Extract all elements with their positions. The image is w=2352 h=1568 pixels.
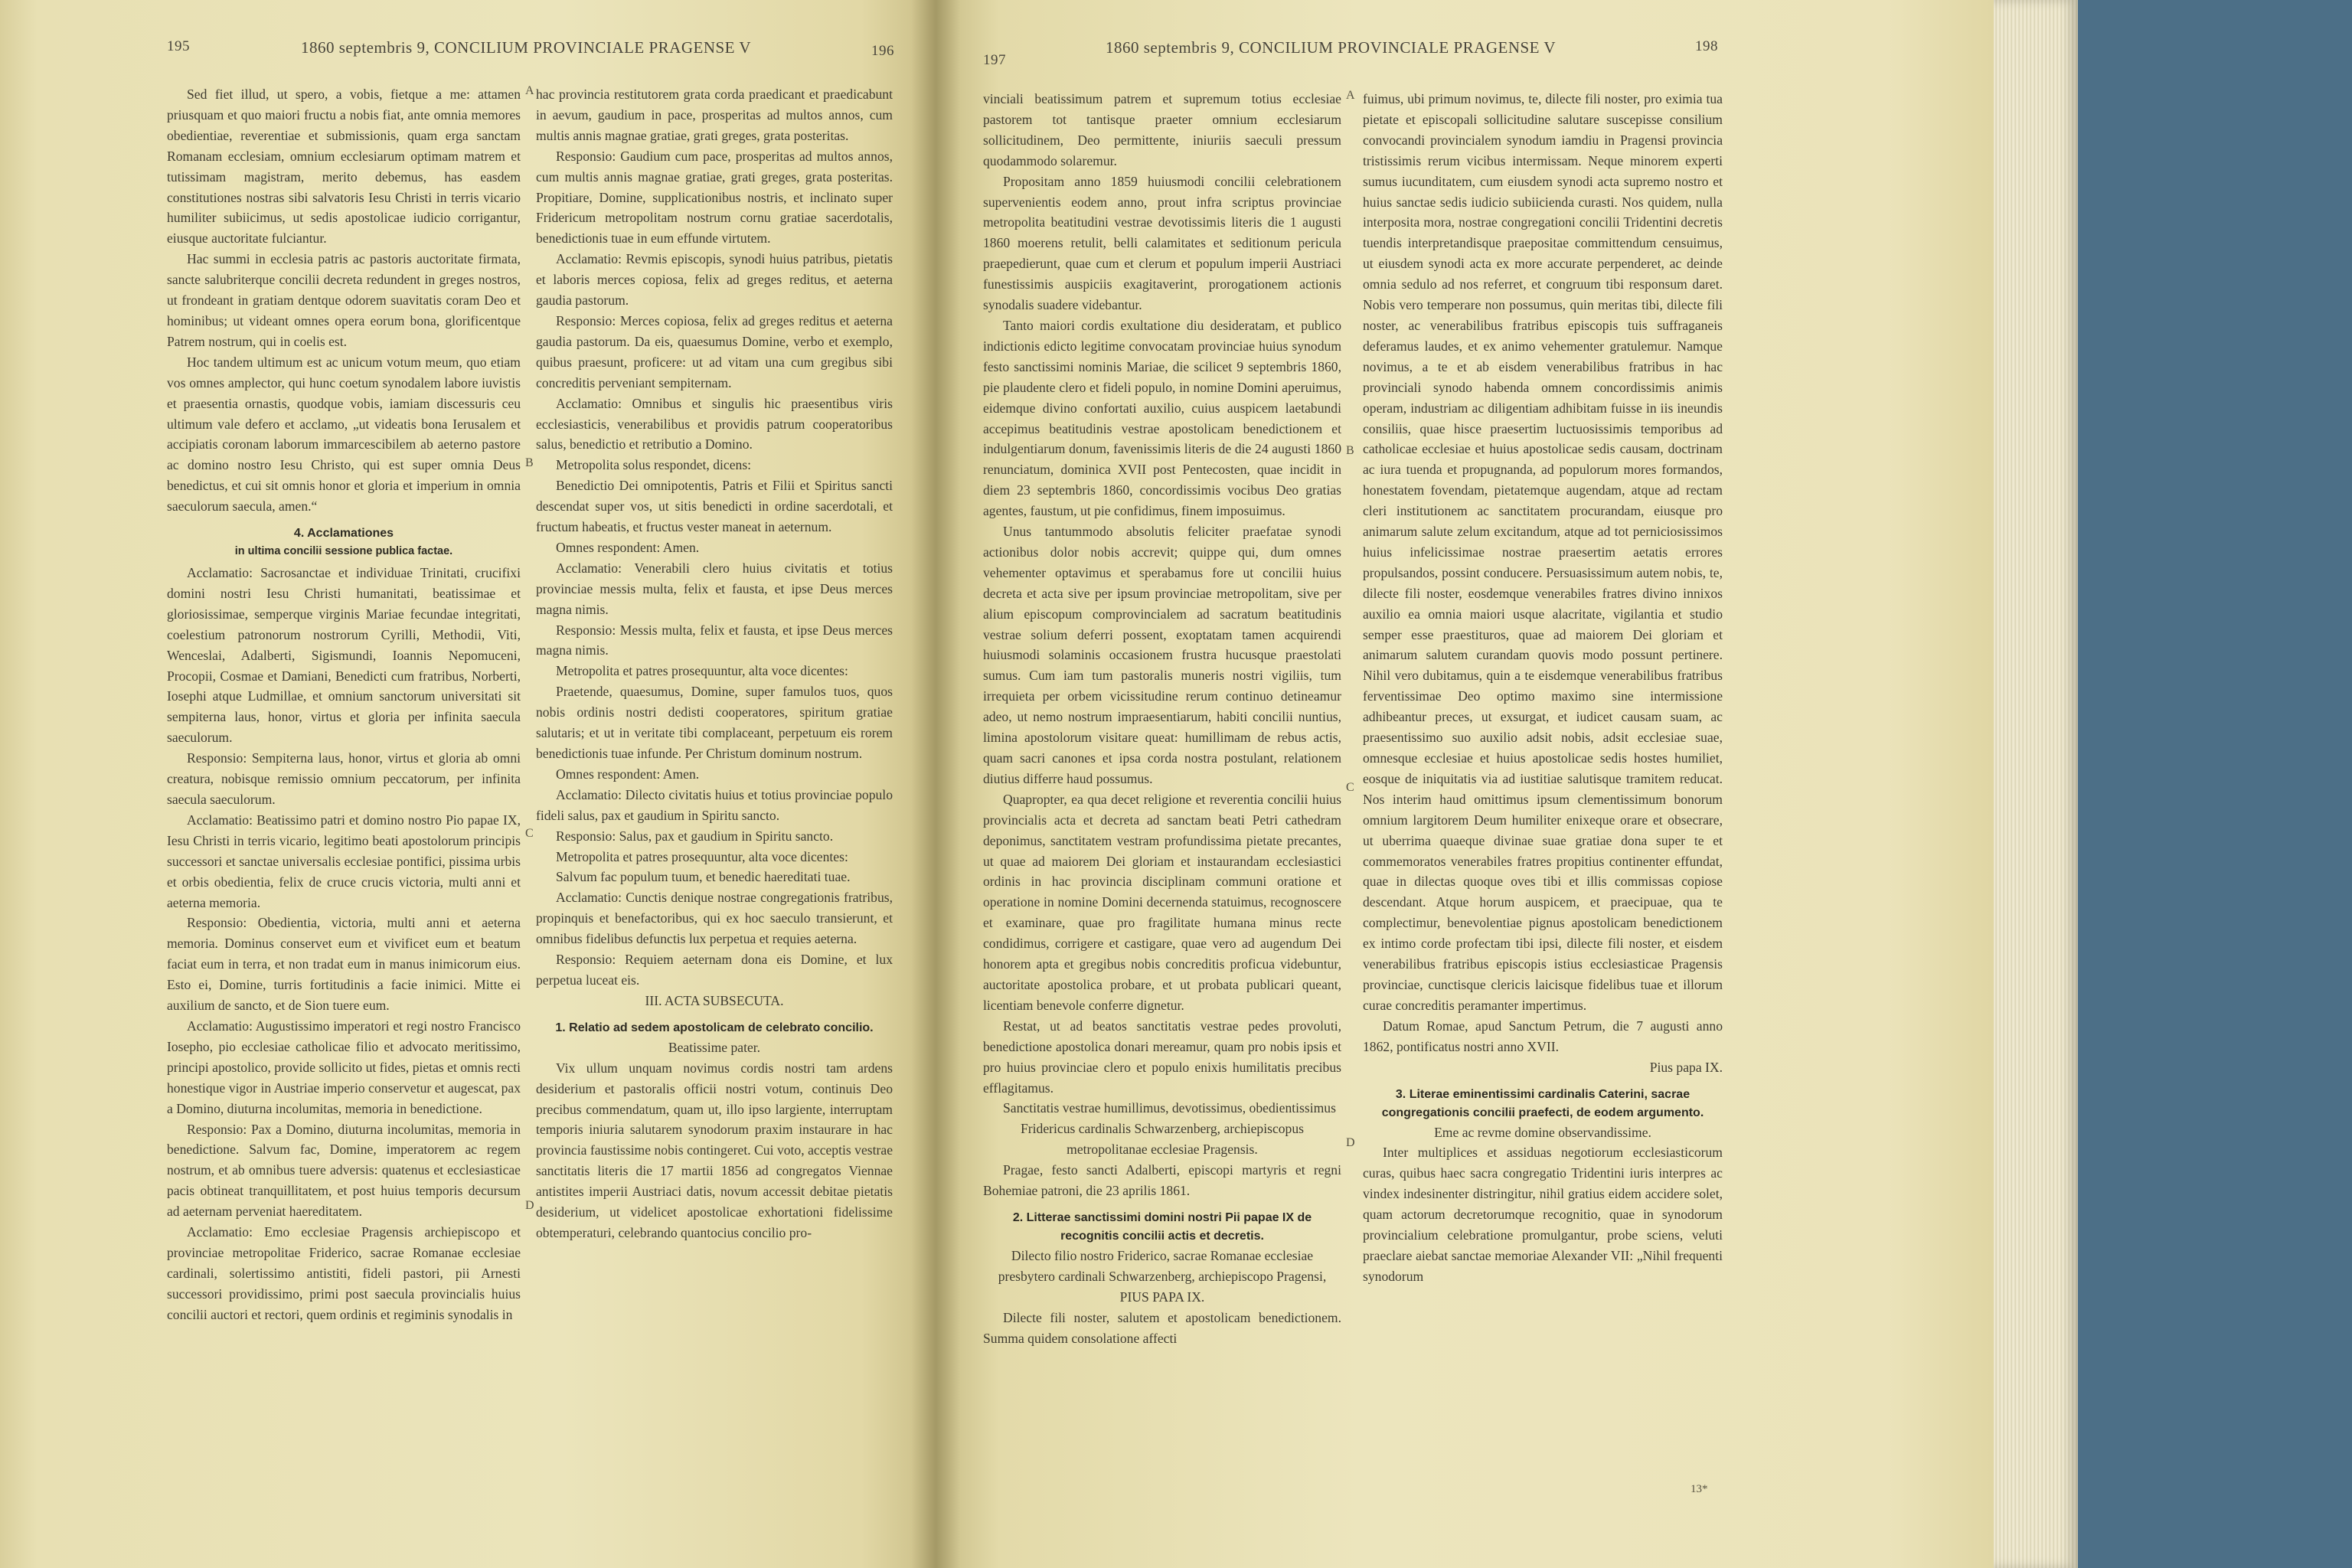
background-surface bbox=[2078, 0, 2352, 1568]
running-title: 1860 septembris 9, CONCILIUM PROVINCIALE PRAGENSE V bbox=[1106, 38, 1557, 57]
section-title: 1. Relatio ad sedem apostolicam de celebrato concilio. bbox=[555, 1021, 874, 1034]
paragraph: Metropolita et patres prosequuntur, alta voce dicentes: bbox=[556, 848, 848, 864]
right-page-header bbox=[983, 38, 1718, 68]
margin-letter: B bbox=[1346, 444, 1354, 457]
paragraph: Quapropter, ea qua decet religione et reverentia concilii huius provincialis acta et decreta ad sanctam beati Petri cathedram deponimus, sanctitatem vestram profundissima pietate precantes, ut quae ad maiorem Dei gloriam et instaurandam ecclesiastici ordinis in hac provincia disciplinam communi oratione et operatione in nomine Domini decernenda statuimus, recognoscere et examinare, quae pro fragilitate humana minus recte condidimus, corrigere et castigare, quae vero ad augendum Dei honorem apta et gregibus nobis concreditis proficua videbuntur, auctoritate apostolica probare, et ut probata publicari queant, licentiam benevole conferre dignetur. bbox=[983, 791, 1341, 1013]
paragraph: Hoc tandem ultimum est ac unicum votum meum, quo etiam vos omnes amplector, qui hunc coetum synodalem labore iuvistis et praesentia ornastis, quodque vobis, iamiam discessuris ceu ultimum vale defero et acclamo, „ut videatis bona Ierusalem et accipiatis coronam laborum immarcescibilem ab aeterno pastore ac domino nostro Iesu Christo, qui est super omnia Deus benedictus, et cui sit omnis honor et gloria et imperium in omnia saeculorum saecula, amen.“ bbox=[167, 354, 521, 514]
centered-line: Beatissime pater. bbox=[668, 1039, 761, 1055]
centered-line: Fridericus cardinalis Schwarzenberg, archiepiscopus metropolitanae ecclesiae Pragensis. bbox=[1021, 1121, 1304, 1158]
paragraph: Responsio: Sempiterna laus, honor, virtus et gloria ab omni creatura, nobisque remissio omnium peccatorum, per infinita saecula saeculorum. bbox=[167, 750, 521, 807]
paragraph: Acclamatio: Cunctis denique nostrae congregationis fratribus, propinquis et benefactoribus, qui ex hoc saeculo transierunt, et omnibus fidelibus defunctis lux perpetua et requies aeterna. bbox=[536, 890, 893, 947]
paragraph: Responsio: Merces copiosa, felix ad greges reditus et aeterna gaudia pastorum. Da eis, quaesumus Domine, verbo et exemplo, quibus praesunt, proficere: ut ad vitam una cum gregibus sibi concreditis perveniant sempiternam. bbox=[536, 312, 893, 390]
margin-letter: B bbox=[525, 456, 534, 469]
book-gutter bbox=[911, 0, 960, 1568]
paragraph: Unus tantummodo absolutis feliciter praefatae synodi actionibus dolor nobis accrevit; quippe qui, dum omnes vehementer optavimus et sperabamus fore ut concilii huius decreta et acta sive per ipsum provinciae metropolitam, sive per alium episcopum comprovincialem ad sacratum beatitudinis vestrae solium deferri possent, exoptatam tamen acquirendi huiusmodi solaminis occasionem frustra hucusque praestolati sumus. Cum iam tum pastoralis muneris nostri vigiliis, tum irrequieta per orbem vicissitudine rerum continuo detineamur adeo, ut nemo nostrum impraesentiarum, habiti concilii nuntius, limina apostolorum visitare queat: humillimam de rebus actis, quam sacri canones et ipsa corda nostra postulant, relationem diutius differre haud possumus. bbox=[983, 524, 1341, 786]
section-title: 2. Litterae sanctissimi domini nostri Pii papae IX de recognitis concilii actis et decretis. bbox=[1012, 1210, 1312, 1243]
paragraph: Responsio: Obedientia, victoria, multi anni et aeterna memoria. Dominus conservet eum et vivificet eum et beatum faciat eum in terra, et non tradat eum in manus inimicorum eius. Esto ei, Domine, turris fortitudinis a facie inimici. Mitte ei auxilium de sancto, et de Sion tuere eum. bbox=[167, 915, 521, 1014]
paragraph: Praetende, quaesumus, Domine, super famulos tuos, quos nobis ordinis nostri dedisti cooperatores, spiritum gratiae salutaris; et ut in veritate tibi complaceant, perpetuum eis rorem benedictionis tuae infunde. Per Christum dominum nostrum. bbox=[536, 684, 893, 761]
paragraph: Restat, ut ad beatos sanctitatis vestrae pedes provoluti, benedictione apostolica donari mereamur, quam pro nobis ipsis et pro huius provinciae clero et populo enixis humilitatis precibus efflagitamus. bbox=[983, 1018, 1341, 1096]
paragraph: Benedictio Dei omnipotentis, Patris et Filii et Spiritus sancti descendat super vos, ut sitis benedicti in ordine sacerdotali, et fructum habeatis, et fructus vester maneat in aeternum. bbox=[536, 478, 893, 535]
paragraph: Acclamatio: Sacrosanctae et individuae Trinitati, crucifixi domini nostri Iesu Christi humanitati, beatissimae et gloriosissimae, semperque virginis Mariae fecundae integritati, coelestium patronorum nostrorum Cyrilli, Methodii, Viti, Wenceslai, Adalberti, Sigismundi, Ioannis Nepomuceni, Procopii, Cosmae et Damiani, Benedicti cum fratribus, Norberti, Iosephi atque Ludmillae, et omnium sanctorum universitati sit sempiterna laus, honor, virtus et gloria per infinita saecula saeculorum. bbox=[167, 565, 521, 746]
left-page-header bbox=[167, 38, 894, 63]
paragraph: hac provincia restitutorem grata corda praedicant et praedicabunt in aevum, gaudium in pace, prosperitas ad multos annos, cum multis annis magnae gratiae, grati greges, grata posteritas. bbox=[536, 87, 893, 143]
paragraph: vinciali beatissimum patrem et supremum totius ecclesiae pastorem tot tantisque praeter omnium ecclesiarum sollicitudinem, Deo permittente, iniuriis saeculi pressum quodammodo solaremur. bbox=[983, 91, 1341, 168]
page-edges bbox=[1994, 0, 2078, 1568]
paragraph: Inter multiplices et assiduas negotiorum ecclesiasticorum curas, quibus haec sacra congregatio Tridentini iuris interpres ac vindex indesinenter distringitur, nihil gratius eidem accidere solet, quam actorum decretorumque recognitio, quae in synodorum provincialium celebratione promulgantur, probe sciens, veluti praeclare aiebat sanctae memoriae Alexander VII: „Nihil frequenti synodorum bbox=[1363, 1145, 1723, 1284]
paragraph: Acclamatio: Augustissimo imperatori et regi nostro Francisco Iosepho, pio ecclesiae catholicae filio et advocato meritissimo, principi apostolico, provide sollicito ut fides, pietas et omnis recti honestique vigor in Austriae imperio conservetur et augescat, pax a Domino, diuturna incolumitas, memoria in benedictione. bbox=[167, 1018, 521, 1116]
paragraph: Acclamatio: Omnibus et singulis hic praesentibus viris ecclesiasticis, venerabilibus et providis patrum cooperatoribus salus, benedictio et retributio a Domino. bbox=[536, 395, 893, 452]
paragraph: Dilecte fili noster, salutem et apostolicam benedictionem. Summa quidem consolatione affecti bbox=[983, 1309, 1341, 1346]
paragraph: Responsio: Gaudium cum pace, prosperitas ad multos annos, cum multis annis magnae gratiae, grati greges, grata posteritas. Propitiare, Domine, supplicationibus nostris, et inclinato super Fridericum metropolitam nostrum cornu gratiae sacerdotalis, benedictionis tuae in eum effunde virtutem. bbox=[536, 148, 893, 247]
paragraph: Pragae, festo sancti Adalberti, episcopi martyris et regni Bohemiae patroni, die 23 aprilis 1861. bbox=[983, 1162, 1341, 1199]
paragraph: fuimus, ubi primum novimus, te, dilecte fili noster, pro eximia tua pietate et episcopali sollicitudine salutare suscepisse consilium convocandi provincialem synodum iamdiu in Pragensi provincia tristissimis rerum vicibus intermissam. Neque minorem experti sumus iucunditatem, cum eiusdem synodi acta supremo nostro et huius sanctae sedis iudicio subiicienda curasti. Nos quidem, nulla interposita mora, nostrae congregationi concilii Tridentini decretis tuendis interpretandisque praepositae committendum censuimus, ut eiusdem synodi acta ex more accurate perpenderet, ac deinde omnia sedulo ad nos referret, et congruum tibi responsum daret. Nobis vero temperare non possumus, quin meritas tibi, dilecte fili noster, ac venerabilibus fratribus episcopis tuis suffraganeis deferamus laudes, et ex animo vehementer gratulemur. Namque novimus, a te et ab eisdem venerabilibus fratribus in hac provinciali synodo habenda omnem concordissimis animis operam, industriam ac diligentiam adhibitam fuisse in iis ineundis consiliis, quae hisce praesertim luctuosissimis temporibus ad catholicae ecclesiae et huius apostolicae sedis causam, doctrinam ac iura tuenda et propugnanda, ad populorum mores formandos, honestatem fovendam, pietatemque augendam, atque ad rectam cleri institutionem ac sanctitatem procurandam, eiusque pro animarum salute zelum excitandum, atque ad tot perniciosissimos huius infelicissimae nostrae praesertim aetatis errores propulsandos, possint conducere. Persuasissimum autem nobis, te, dilecte fili noster, eosdemque venerabiles fratres divino innixos auxilio ea omnia maiori usque alacritate, vigilantia et studio semper esse praestituros, quae ad maiorem Dei gloriam et animarum salutem curandam quovis modo possunt pertinere. Nihil vero dubitamus, quin a te eisdemque venerabilibus fratribus ferventissimae Deo optimo maximo sine intermissione adhibeantur preces, ut exsurgat, et iudicet causam suam, ac praesentissimo suo auxilio adsit nobis, adsit ecclesiae suae, omnesque ecclesiae et huius apostolicae sedis hostes humiliet, eosque de iniquitatis via ad iustitiae salutisque tramitem reducat. Nos interim haud omittimus ipsum clementissimum bonorum omnium largitorem Deum humiliter enixeque orare et obsecrare, ut uberrima quaeque divinae suae gratiae dona super te et commemoratos venerabiles fratres propitius continenter effundat, quae in dilectas quoque oves tibi et illis commissas copiose descendant. Atque horum auspicem, et praecipuae, qua te complectimur, benevolentiae pignus apostolicam benedictionem ex intimo corde profectam tibi ipsi, dilecte fili noster, et eisdem venerabilibus fratribus episcopis istius ecclesiasticae Pragensis provinciae, cunctisque clericis laicisque fidelibus tuae et illorum curae concreditis peramanter impertimus. bbox=[1363, 91, 1723, 1013]
paragraph: Hac summi in ecclesia patris ac pastoris auctoritate firmata, sancte salubriterque concilii decreta redundent in greges nostros, ut frondeant in gratiam dentque odorem suavitatis coram Deo et hominibus; ut videant omnes opera eorum bona, glorificentque Patrem nostrum, qui in coelis est. bbox=[167, 251, 521, 349]
paragraph: Vix ullum unquam novimus cordis nostri tam ardens desiderium et pastoralis officii nostri votum, continuis Deo precibus commendatum, quam ut, illo ipso largiente, interruptam temporis iniuria salutarem synodorum praxim instaurare in hac provincia faustissime nobis contingeret. Cui voto, acceptis vestrae sanctitatis literis die 17 martii 1856 ad congregatos Viennae antistites imperii Austriaci datis, novum accessit debitae pietatis desiderium, ut videlicet apostolicae exhortationi fidelissime obtemperaturi, celebrando quantocius concilio pro- bbox=[536, 1060, 893, 1240]
paragraph: Responsio: Requiem aeternam dona eis Domine, et lux perpetua luceat eis. bbox=[536, 952, 893, 988]
left-page-column-1 bbox=[167, 84, 521, 1325]
page-number: 198 bbox=[1695, 38, 1718, 54]
centered-line: PIUS PAPA IX. bbox=[1119, 1289, 1205, 1305]
centered-line: Eme ac revme domine observandissime. bbox=[1434, 1124, 1651, 1140]
margin-letter: D bbox=[1346, 1136, 1355, 1149]
paragraph: Responsio: Messis multa, felix et fausta, et ipse Deus merces magna nimis. bbox=[536, 622, 893, 658]
paragraph: Sanctitatis vestrae humillimus, devotissimus, obedientissimus bbox=[1003, 1100, 1336, 1116]
paragraph: Sed fiet illud, ut spero, a vobis, fietque a me: attamen priusquam et quo maiori fructu a nobis fiat, ante omnia memores obedientiae, reverentiae et submissionis, quam erga sanctam Romanam ecclesiam, omnium ecclesiarum optimam matrem et tutissimam magistram, merito debemus, has easdem constitutiones nostras sibi salvatoris Iesu Christi in terris vicario humiliter subiicimus, ut sedis apostolicae iudicio corrigantur, eiusque auctoritate fulciantur. bbox=[167, 87, 521, 247]
right-page-column-1 bbox=[983, 89, 1341, 1348]
paragraph: Metropolita et patres prosequuntur, alta voce dicentes: bbox=[556, 663, 848, 679]
page-number: 196 bbox=[871, 43, 894, 59]
left-page-column-2 bbox=[536, 84, 893, 1243]
paragraph: Datum Romae, apud Sanctum Petrum, die 7 augusti anno 1862, pontificatus nostri anno XVII. bbox=[1363, 1018, 1723, 1054]
signature-line: Pius papa IX. bbox=[1649, 1059, 1723, 1075]
centered-line: III. ACTA SUBSECUTA. bbox=[645, 992, 784, 1008]
section-title: 3. Literae eminentissimi cardinalis Caterini, sacrae congregationis concilii praefecti, de eodem argumento. bbox=[1381, 1087, 1704, 1119]
paragraph: Metropolita solus respondet, dicens: bbox=[556, 457, 752, 473]
margin-letter: A bbox=[525, 84, 534, 97]
paragraph: Omnes respondent: Amen. bbox=[556, 539, 700, 555]
paragraph: Tanto maiori cordis exultatione diu desideratam, et publico indictionis edicto legitime convocatam provinciae huius synodum festo sanctissimi nominis Mariae, die scilicet 9 septembris 1860, pie plaudente clero et fideli populo, in nomine Domini aperuimus, eidemque divino confortati auxilio, cuius auspicem laetabundi accepimus beatitudinis vestrae apostolicam benedictionem et indulgentiarum donum, favenissimis literis de die 24 augusti 1860 renunciatum, dominica XVII post Pentecosten, quae incidit in diem 23 septembris 1860, concordissimis vocibus Deo gratias agentes, faustum, ut pie confidimus, finem imposuimus. bbox=[983, 317, 1341, 519]
paragraph: Omnes respondent: Amen. bbox=[556, 766, 700, 782]
page-number: 195 bbox=[167, 38, 190, 54]
paragraph: Acclamatio: Dilecto civitatis huius et totius provinciae populo fideli salus, pax et gaudium in Spiritu sancto. bbox=[536, 786, 893, 823]
paragraph: Acclamatio: Revmis episcopis, synodi huius patribus, pietatis et laboris merces copiosa, felix ad greges reditus, et aeterna gaudia pastorum. bbox=[536, 251, 893, 309]
paragraph: Acclamatio: Beatissimo patri et domino nostro Pio papae IX, Iesu Christi in terris vicario, legitimo beati apostolorum principis successori et sanctae universalis ecclesiae pontifici, pissima urbis et orbis obedientia, felix de cruce crucis victoria, multi anni et aeterna memoria. bbox=[167, 812, 521, 910]
paragraph: Propositam anno 1859 huiusmodi concilii celebrationem supervenientis eodem anno, prout infra scriptus provinciae metropolita beatitudini vestrae devotissimis literis die 1 augusti 1860 moerens retulit, belli calamitates et seditionum pericula praepedierunt, quae cum et clerum et populum imperii Austriaci funestissimis auspiciis exagitaverint, prorogationem actionis synodalis suadere videbantur. bbox=[983, 173, 1341, 313]
margin-letter: C bbox=[525, 827, 534, 840]
margin-letter: A bbox=[1346, 89, 1355, 102]
page-number: 197 bbox=[983, 52, 1006, 68]
paragraph: Acclamatio: Emo ecclesiae Pragensis archiepiscopo et provinciae metropolitae Friderico, sacrae Romanae ecclesiae cardinali, solertissimo antistiti, fideli pastori, pii Arnesti successori providissimo, primi post saecula provincialis huius concilii auctori et rectori, quem ordinis et regiminis synodalis in bbox=[167, 1224, 521, 1322]
paragraph: Salvum fac populum tuum, et benedic haereditati tuae. bbox=[556, 869, 851, 885]
margin-letter: D bbox=[525, 1199, 534, 1212]
signature-mark: 13* bbox=[1690, 1483, 1708, 1495]
right-page-column-2 bbox=[1363, 89, 1723, 1287]
margin-letter: C bbox=[1346, 781, 1354, 794]
section-title: 4. Acclamationes bbox=[293, 527, 394, 541]
centered-line: Dilecto filio nostro Friderico, sacrae Romanae ecclesiae presbytero cardinali Schwarzenberg, archiepiscopo Pragensi, bbox=[998, 1247, 1327, 1284]
section-subtitle: in ultima concilii sessione publica factae. bbox=[234, 545, 453, 558]
running-title: 1860 septembris 9, CONCILIUM PROVINCIALE PRAGENSE V bbox=[301, 38, 752, 57]
paragraph: Responsio: Pax a Domino, diuturna incolumitas, memoria in benedictione. Salvum fac, Domine, imperatorem ac regem nostrum, et ab omnibus tuere adversis: quatenus et ecclesiasticae pacis obtineat tranquillitatem, et post huius temporis decursum ad aeternam perveniat haereditatem. bbox=[167, 1121, 521, 1220]
paragraph: Acclamatio: Venerabili clero huius civitatis et totius provinciae messis multa, felix et fausta, et ipse Deus merces magna nimis. bbox=[536, 560, 893, 617]
paragraph: Responsio: Salus, pax et gaudium in Spiritu sancto. bbox=[556, 828, 834, 844]
